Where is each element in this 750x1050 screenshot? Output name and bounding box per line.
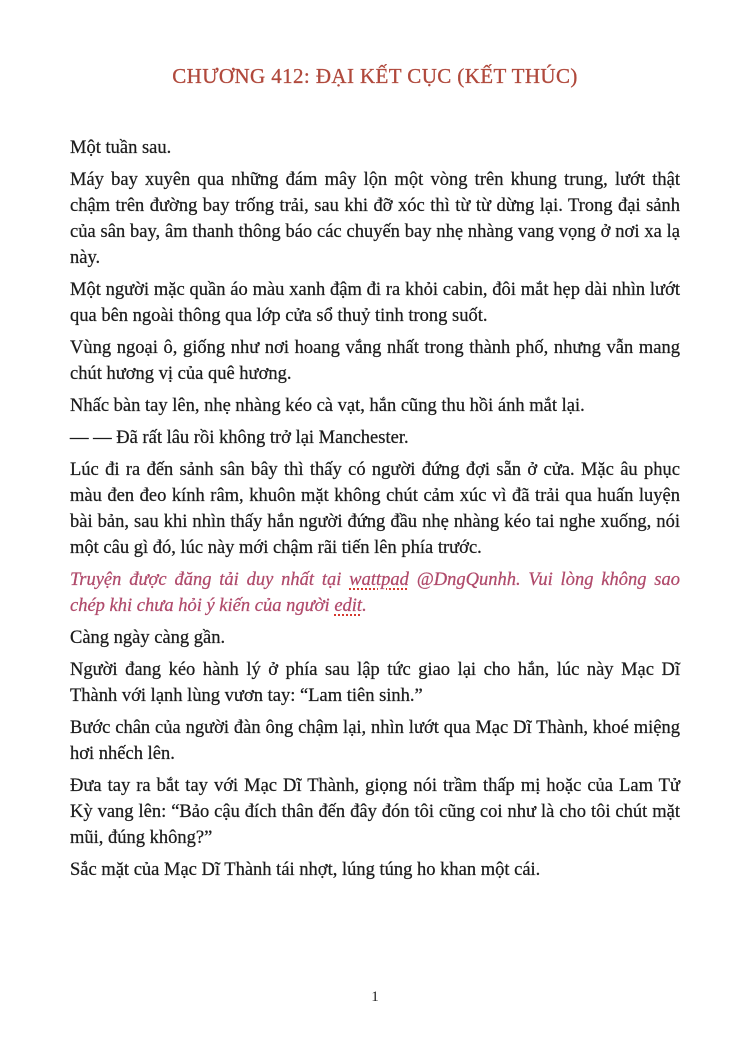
paragraph: Bước chân của người đàn ông chậm lại, nhìn lướt qua Mạc Dĩ Thành, khoé miệng hơi nhếch lên. (70, 718, 680, 764)
watermark-word-edit: edit (334, 596, 363, 616)
paragraph: Một người mặc quần áo màu xanh đậm đi ra khỏi cabin, đôi mắt hẹp dài nhìn lướt qua bên ngoài thông qua lớp cửa sổ thuỷ tinh trong suốt. (70, 280, 680, 326)
paragraph: Sắc mặt của Mạc Dĩ Thành tái nhợt, lúng túng ho khan một cái. (70, 860, 541, 880)
watermark-text: . (362, 596, 367, 616)
watermark-text: Truyện được đăng tải duy nhất tại (70, 570, 350, 590)
watermark-note (70, 567, 680, 619)
paragraph: Đưa tay ra bắt tay với Mạc Dĩ Thành, giọng nói trầm thấp mị hoặc của Lam Tử Kỳ vang lên: “Bảo cậu đích thân đến đây đón tôi cũng coi như là cho tôi chút mặt mũi, đúng không?” (70, 776, 680, 848)
paragraph-dash-line: — — Đã rất lâu rồi không trở lại Manchester. (70, 428, 409, 448)
paragraph: Càng ngày càng gần. (70, 628, 226, 648)
paragraph: Máy bay xuyên qua những đám mây lộn một vòng trên khung trung, lướt thật chậm trên đường bay trống trải, sau khi đỡ xóc thì từ từ dừng lại. Trong đại sảnh của sân bay, âm thanh thông báo các chuyến bay nhẹ nhàng vang vọng ở nơi xa lạ này. (70, 170, 680, 268)
page-number: 1 (371, 989, 379, 1005)
watermark-text: @DngQunhh. Vui lòng không sao chép khi chưa hỏi ý kiến của người (70, 570, 680, 616)
watermark-word-wattpad: wattpad (349, 570, 409, 590)
paragraph: Vùng ngoại ô, giống như nơi hoang vắng nhất trong thành phố, nhưng vẫn mang chút hương vị của quê hương. (70, 338, 680, 384)
paragraph: Lúc đi ra đến sảnh sân bây thì thấy có người đứng đợi sẵn ở cửa. Mặc âu phục màu đen đeo kính râm, khuôn mặt không chút cảm xúc vì đã trải qua huấn luyện bài bản, sau khi nhìn thấy hắn người đứng đầu nhẹ nhàng kéo tai nghe xuống, nói một câu gì đó, lúc này mới chậm rãi tiến lên phía trước. (70, 460, 680, 558)
chapter-title: CHƯƠNG 412: ĐẠI KẾT CỤC (KẾT THÚC) (172, 64, 578, 88)
paragraph: Một tuần sau. (70, 138, 172, 158)
paragraph: Nhấc bàn tay lên, nhẹ nhàng kéo cà vạt, hắn cũng thu hồi ánh mắt lại. (70, 396, 585, 416)
paragraph: Người đang kéo hành lý ở phía sau lập tức giao lại cho hắn, lúc này Mạc Dĩ Thành với lạnh lùng vươn tay: “Lam tiên sinh.” (70, 660, 680, 706)
